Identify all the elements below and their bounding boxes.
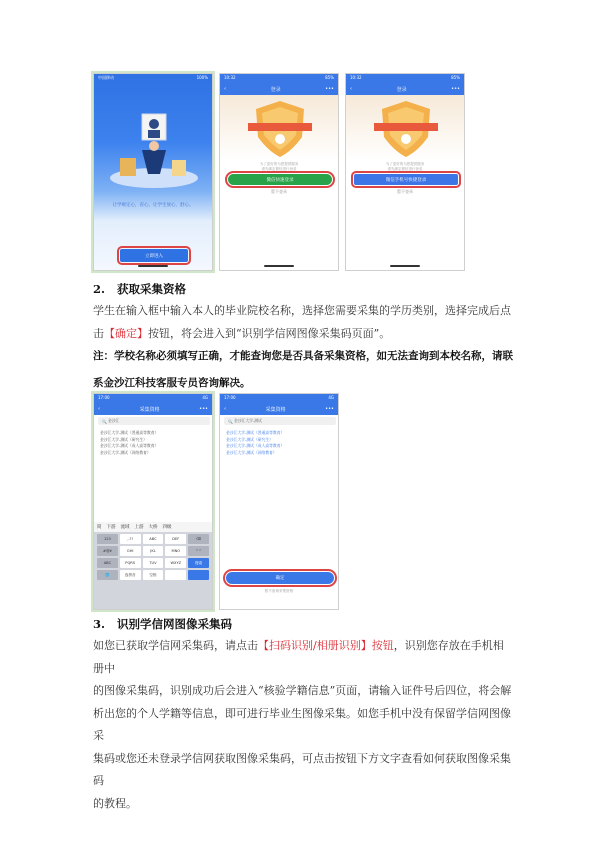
section-3-body: 如您已获取学信网采集码，请点击【扫码识别/相册识别】按钮，识别您存放在手机相册中 的图像采集码，识别成功后会进入“核验学籍信息”页面，请输入证件号后四位，将会解 析出您的个人学籍等信息，即可进行毕业生图像采集。如您手机中没有保留学信网图像采 集码或您还未登录学信网获取图像采集码，可点击按钮下方文字查看如何获取图像采集码 的教程。 [93,639,512,810]
enter-button[interactable]: 立即进入 [120,249,188,262]
key[interactable]: #@¥ [97,546,118,556]
list-item[interactable]: 金沙江大学-测试（网络教育） [226,449,277,455]
candidate[interactable]: 大桥 [148,525,158,530]
more-icon[interactable]: ••• [199,406,208,412]
key[interactable]: MNO [165,546,186,556]
section-2-body: 学生在输入框中输入本人的毕业院校名称，选择您需要采集的学历类别，选择完成后点击【确定】按钮，将会进入到“识别学信网图像采集码页面”。 [93,304,511,340]
nav-bar: ‹ 登录 ••• [224,86,334,93]
confirm-highlight: 【确定】 [104,326,148,340]
keyboard [94,522,212,610]
list-item[interactable]: 金沙江大学-测试（研究生） [100,436,147,442]
backspace-key[interactable]: ⌫ [188,534,209,544]
school-search-input[interactable]: 🔍 金沙江 [98,417,210,425]
key[interactable]: GHI [120,546,141,556]
nav-title: 采集资格 [265,406,286,413]
skip-login-link[interactable]: 暂不登录 [397,189,413,194]
skip-login-link[interactable]: 暂不登录 [271,189,287,194]
key[interactable]: WXYZ [165,558,186,568]
key[interactable]: DEF [165,534,186,544]
key[interactable] [165,570,186,580]
candidate[interactable]: 流域 [120,525,130,530]
list-item[interactable]: 金沙江大学-测试（成人高等教育） [226,443,285,448]
home-indicator [390,265,420,267]
phone-school-search [93,393,213,610]
wechat-login-button[interactable]: 微信快速登录 [228,174,332,185]
candidate-bar [94,522,212,532]
status-bar: 10:32 85% [224,75,334,80]
list-item[interactable]: 金沙江大学-测试（网络教育） [100,449,151,455]
nav-bar: ‹ 登录 ••• [350,86,460,93]
key[interactable]: JKL [143,546,164,556]
key[interactable]: 123 [97,534,118,544]
key[interactable]: ,.?! [120,534,141,544]
key-grid [97,534,209,580]
scan-highlight: 【扫码识别/相册识别】按钮 [258,639,394,652]
shield-illustration [346,95,464,161]
home-indicator [264,265,294,267]
nav-title: 采集资格 [139,406,160,413]
nav-bar: ‹ 采集资格 ••• [224,406,334,413]
section-2-heading: 2. 获取采集资格 [93,282,187,296]
list-item[interactable]: 金沙江大学-测试（普通高等教育） [226,430,285,435]
home-indicator [138,265,168,267]
status-bar: 17:00 4G [224,395,334,400]
list-item[interactable]: 金沙江大学-测试（研究生） [226,436,273,442]
more-icon[interactable]: ••• [325,406,334,412]
candidate[interactable]: 筒 [97,525,102,530]
nav-title: 登录 [396,86,407,93]
phone-phone-login [345,73,465,271]
phone-splash-screen [93,73,213,271]
screenshot-strip-middle [93,393,339,610]
key[interactable]: 选拼音 [120,570,141,580]
candidate[interactable]: 下游 [106,525,116,530]
phone-quick-login-button[interactable]: 微信手机号快捷登录 [354,174,458,185]
nav-bar: ‹ 采集资格 ••• [98,406,208,413]
section-3-heading: 3. 识别学信网图像采集码 [93,617,233,631]
key[interactable]: ABC [143,534,164,544]
splash-slogan: 让学规定心，省心，让学生放心，舒心。 [112,203,194,208]
candidate[interactable]: 上游 [134,525,144,530]
list-item[interactable]: 金沙江大学-测试（普通高等教育） [100,430,159,435]
status-bar: 10:32 85% [350,75,460,80]
nav-title: 登录 [270,86,281,93]
phone-school-confirm [219,393,339,610]
search-key[interactable]: 搜索 [188,558,209,568]
more-icon[interactable]: ••• [325,86,334,92]
school-result-list [100,430,158,456]
key[interactable]: TUV [143,558,164,568]
section-2-note: 注：学校名称必须填写正确，才能查询您是否具备采集资格，如无法查询到本校名称，请联 系金沙江科技客服专员咨询解决。 [93,350,513,389]
status-bar: 17:00 4G [98,395,208,400]
key[interactable]: ABC [97,558,118,568]
space-key[interactable]: 空格 [143,570,164,580]
shield-illustration [220,95,338,161]
login-hint: 为了更好的为您提供服务 请先绑定微信进行登录 [385,162,425,171]
key[interactable]: ^^ [188,546,209,556]
key[interactable]: PQRS [120,558,141,568]
candidate[interactable]: 四级 [162,525,172,530]
more-icon[interactable]: ••• [451,86,460,92]
confirm-button[interactable]: 确定 [226,572,334,584]
graduation-illustration [102,106,206,206]
screenshot-strip-top [93,73,465,271]
list-item[interactable]: 金沙江大学-测试（成人高等教育） [100,443,159,448]
key[interactable] [188,570,209,580]
school-search-input[interactable]: 🔍 金沙江大学-测试 [224,417,336,425]
phone-wechat-login [219,73,339,271]
skip-query-link[interactable]: 暂不查询采集资格 [264,589,294,593]
status-bar: 中国移动 100% [98,75,208,80]
login-hint: 为了更好的为您提供服务 请先绑定微信进行登录 [259,162,299,171]
school-result-list [226,430,284,456]
globe-icon[interactable]: 🌐 [97,570,118,580]
